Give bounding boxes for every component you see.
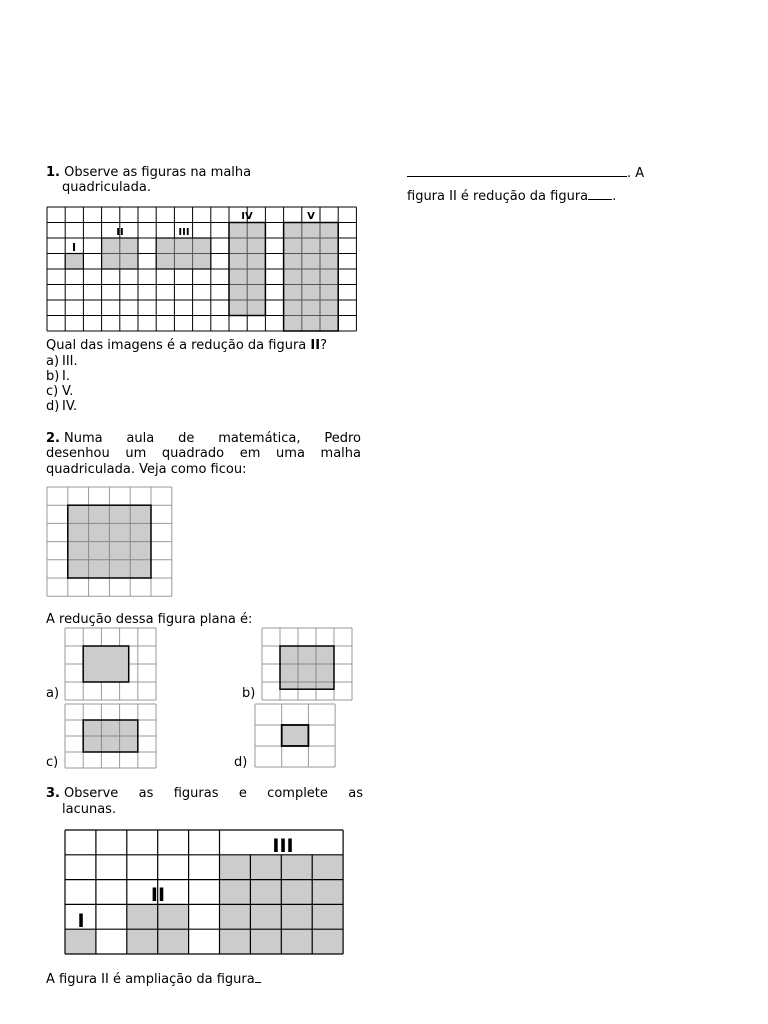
q3-blank2-input[interactable] xyxy=(407,164,627,177)
q3-line1-text: Observe as figuras e complete as xyxy=(63,786,363,801)
q3-label-III: III xyxy=(272,835,294,857)
option-text: III. xyxy=(62,354,78,369)
q2b-shape xyxy=(280,646,334,689)
q3-shaded-cell xyxy=(158,904,189,929)
q3-shaded-cell xyxy=(220,855,251,880)
q2-option-d-figure[interactable] xyxy=(255,704,337,768)
q3-blank3 xyxy=(407,187,616,204)
q1-prompt xyxy=(46,165,251,180)
q3-grid-figure xyxy=(65,830,346,957)
q1-question-text: Qual das imagens é a redução da figura xyxy=(46,338,311,353)
q3-shaded-cell xyxy=(281,855,312,880)
q2-number: 2. xyxy=(46,431,60,446)
option-letter: a) xyxy=(46,354,60,369)
q2-option-d-label[interactable]: d) xyxy=(234,755,248,770)
option-letter: d) xyxy=(46,399,60,414)
q1-question-bold: II xyxy=(310,338,321,353)
q2-line1-text: Numa aula de matemática, Pedro xyxy=(63,431,361,446)
q3-shaded-cell xyxy=(281,904,312,929)
q3-shaded-cell xyxy=(158,929,189,954)
q1-label-I: I xyxy=(71,241,77,254)
q3-line1 xyxy=(46,786,363,801)
q3-shaded-cell xyxy=(220,929,251,954)
q1-grid-figure xyxy=(47,207,357,331)
q3-blank1 xyxy=(46,970,261,987)
q3-shaded-cell xyxy=(250,880,281,905)
q3-shaded-cell xyxy=(312,929,343,954)
q1-question xyxy=(46,338,327,353)
q3-blank3-text: figura II é redução da figura xyxy=(407,189,589,204)
q3-shaded-cell xyxy=(312,855,343,880)
q3-shaded-cell xyxy=(312,904,343,929)
q2-line2: desenhou um quadrado em uma malha xyxy=(46,446,361,461)
q3-shaded-cell xyxy=(250,904,281,929)
q1-option-c[interactable] xyxy=(46,384,73,399)
q1-label-IV: IV xyxy=(241,211,253,222)
q1-label-III: III xyxy=(178,227,190,238)
q2-option-c-figure[interactable] xyxy=(65,704,157,768)
q3-blank3-input[interactable] xyxy=(588,187,612,200)
q3-shaded-cell xyxy=(250,855,281,880)
q2-line1 xyxy=(46,431,361,446)
q2-reduction-text: A redução dessa figura plana é: xyxy=(46,612,253,627)
q3-shaded-cell xyxy=(312,880,343,905)
option-text: IV. xyxy=(62,399,78,414)
q3-number: 3. xyxy=(46,786,60,801)
q1-number: 1. xyxy=(46,165,60,180)
q1-figure-I xyxy=(65,254,83,270)
q1-question-suffix: ? xyxy=(320,338,327,353)
q3-blank1-input[interactable] xyxy=(255,970,261,983)
q2-option-b-label[interactable]: b) xyxy=(242,686,256,701)
q1-option-a[interactable] xyxy=(46,354,78,369)
q3-label-I: I xyxy=(77,910,85,932)
q3-shaded-cell xyxy=(220,880,251,905)
q2-line3: quadriculada. Veja como ficou: xyxy=(46,462,247,477)
q3-blank3-end: . xyxy=(612,189,617,204)
q3-shaded-cell xyxy=(250,929,281,954)
option-text: I. xyxy=(62,369,70,384)
q3-shaded-cell xyxy=(220,904,251,929)
option-text: V. xyxy=(62,384,74,399)
q2-option-a-label[interactable]: a) xyxy=(46,686,60,701)
q1-figure-V xyxy=(284,223,339,332)
q3-line2: lacunas. xyxy=(62,802,117,817)
q1-option-d[interactable] xyxy=(46,399,77,414)
q3-shaded-cell xyxy=(281,929,312,954)
q3-shaded-cell xyxy=(65,929,96,954)
q3-shaded-cell xyxy=(127,929,158,954)
q1-label-II: II xyxy=(116,227,124,238)
q2-option-c-label[interactable]: c) xyxy=(46,755,59,770)
q3-shaded-cell xyxy=(281,880,312,905)
q2-option-b-figure[interactable] xyxy=(262,628,352,700)
q1-prompt-line1: Observe as figuras na malha xyxy=(64,165,252,180)
q3-label-II: II xyxy=(150,884,166,906)
q1-prompt-line2: quadriculada. xyxy=(62,180,151,195)
q2d-shape xyxy=(282,725,309,746)
option-letter: b) xyxy=(46,369,60,384)
option-letter: c) xyxy=(46,384,59,399)
q2-main-figure xyxy=(47,487,175,599)
q3-blank2 xyxy=(407,164,644,181)
q3-blank1-text: A figura II é ampliação da figura xyxy=(46,972,255,987)
q2-option-a-figure[interactable] xyxy=(65,628,157,700)
q3-shaded-cell xyxy=(127,904,158,929)
q3-blank2-suffix: . A xyxy=(627,166,645,181)
q1-label-V: V xyxy=(307,211,315,222)
q1-option-b[interactable] xyxy=(46,369,70,384)
